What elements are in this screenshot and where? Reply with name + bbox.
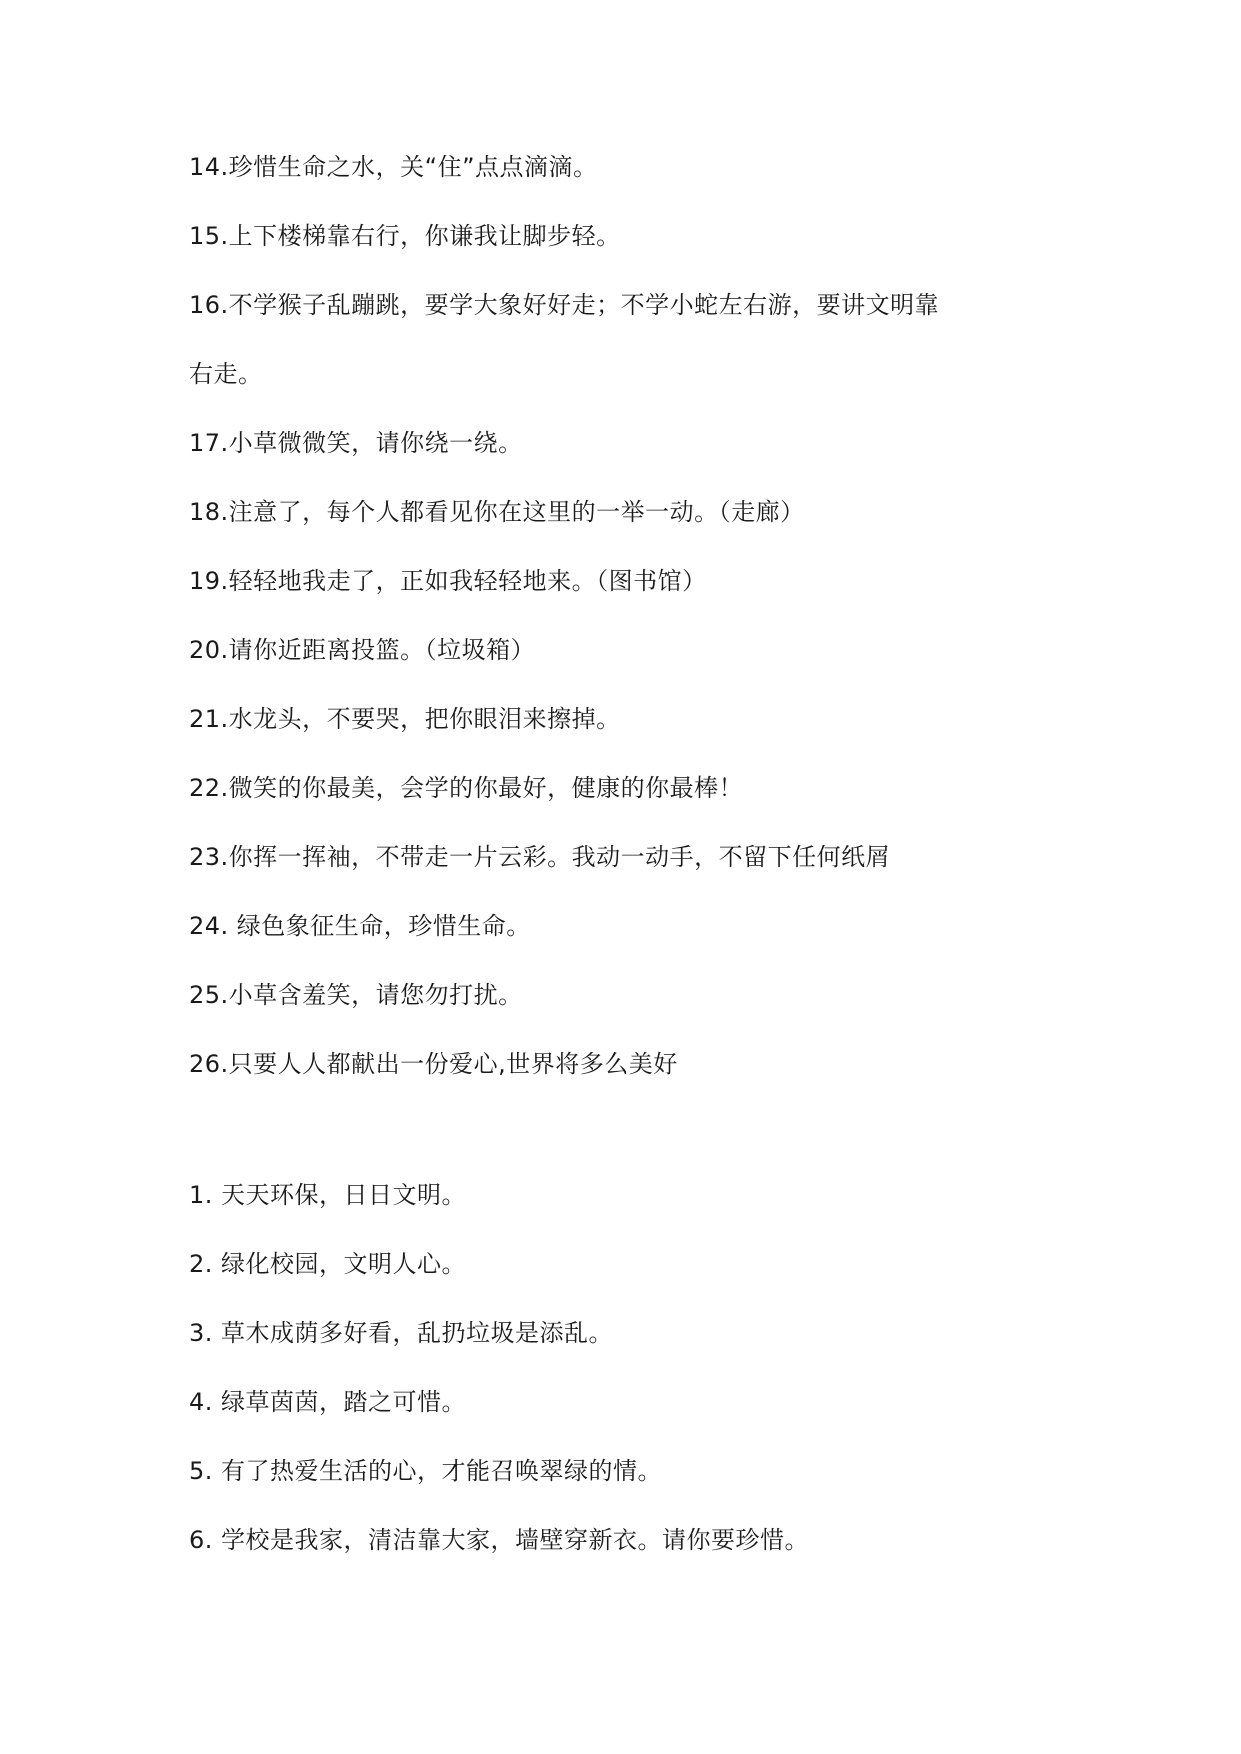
slogan-line: 21.水龙头，不要哭，把你眼泪来擦掉。 <box>189 705 621 733</box>
slogan-line: 20.请你近距离投篮。（垃圾箱） <box>189 636 536 664</box>
slogan-line: 22.微笑的你最美，会学的你最好，健康的你最棒！ <box>189 774 744 802</box>
slogan-line: 17.小草微微笑，请你绕一绕。 <box>189 429 523 457</box>
slogan-line: 4. 绿草茵茵，踏之可惜。 <box>189 1388 467 1416</box>
slogan-line: 19.轻轻地我走了，正如我轻轻地来。（图书馆） <box>189 567 707 595</box>
slogan-line: 2. 绿化校园，文明人心。 <box>189 1250 467 1278</box>
slogan-line: 25.小草含羞笑，请您勿打扰。 <box>189 981 523 1009</box>
slogan-line: 16.不学猴子乱蹦跳，要学大象好好走；不学小蛇左右游，要讲文明靠 <box>189 291 940 319</box>
slogan-line: 14.珍惜生命之水，关“住”点点滴滴。 <box>189 153 598 181</box>
slogan-line: 5. 有了热爱生活的心，才能召唤翠绿的情。 <box>189 1457 663 1485</box>
slogan-line: 24. 绿色象征生命，珍惜生命。 <box>189 912 531 940</box>
slogan-line: 26.只要人人都献出一份爱心,世界将多么美好 <box>189 1050 678 1078</box>
slogan-line: 6. 学校是我家，清洁靠大家，墙壁穿新衣。请你要珍惜。 <box>189 1526 810 1554</box>
slogan-line: 18.注意了，每个人都看见你在这里的一举一动。（走廊） <box>189 498 805 526</box>
slogan-line: 3. 草木成荫多好看，乱扔垃圾是添乱。 <box>189 1319 614 1347</box>
slogan-line-continuation: 右走。 <box>189 360 263 388</box>
slogan-line: 1. 天天环保，日日文明。 <box>189 1181 467 1209</box>
slogan-line: 23.你挥一挥袖，不带走一片云彩。我动一动手，不留下任何纸屑 <box>189 843 891 871</box>
slogan-line: 15.上下楼梯靠右行，你谦我让脚步轻。 <box>189 222 621 250</box>
